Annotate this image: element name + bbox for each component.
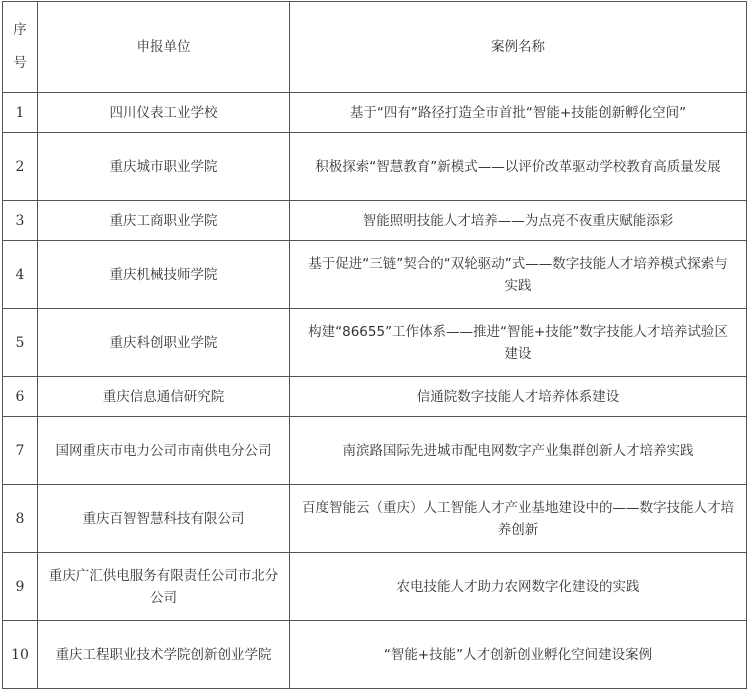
table-row (3, 485, 747, 553)
row-case: “智能+技能”人才创新创业孵化空间建设案例 (290, 621, 747, 689)
row-unit: 重庆机械技师学院 (38, 241, 290, 309)
row-case: 南滨路国际先进城市配电网数字产业集群创新人才培养实践 (290, 417, 747, 485)
row-index: 10 (3, 621, 38, 689)
row-unit: 重庆信息通信研究院 (38, 377, 290, 417)
row-index: 5 (3, 309, 38, 377)
header-index: 序号 (3, 2, 38, 93)
case-table (2, 1, 747, 689)
row-case: 基于促进“三链”契合的“双轮驱动”式——数字技能人才培养模式探索与实践 (290, 241, 747, 309)
table-row (3, 553, 747, 621)
table-row (3, 201, 747, 241)
row-case: 农电技能人才助力农网数字化建设的实践 (290, 553, 747, 621)
table-row (3, 621, 747, 689)
row-index: 7 (3, 417, 38, 485)
row-unit: 重庆广汇供电服务有限责任公司市北分公司 (38, 553, 290, 621)
header-case: 案例名称 (290, 2, 747, 93)
table-row (3, 241, 747, 309)
row-case: 构建“86655”工作体系——推进“智能+技能”数字技能人才培养试验区建设 (290, 309, 747, 377)
table-row (3, 93, 747, 133)
row-unit: 重庆工程职业技术学院创新创业学院 (38, 621, 290, 689)
row-case: 智能照明技能人才培养——为点亮不夜重庆赋能添彩 (290, 201, 747, 241)
row-index: 1 (3, 93, 38, 133)
table-row (3, 133, 747, 201)
row-unit: 重庆工商职业学院 (38, 201, 290, 241)
row-unit: 国网重庆市电力公司市南供电分公司 (38, 417, 290, 485)
table-row (3, 377, 747, 417)
row-index: 3 (3, 201, 38, 241)
table-header-row (3, 2, 747, 93)
row-case: 基于“四有”路径打造全市首批“智能+技能创新孵化空间” (290, 93, 747, 133)
row-index: 9 (3, 553, 38, 621)
row-index: 8 (3, 485, 38, 553)
header-unit: 申报单位 (38, 2, 290, 93)
row-unit: 四川仪表工业学校 (38, 93, 290, 133)
table-row (3, 309, 747, 377)
table-row (3, 417, 747, 485)
row-index: 2 (3, 133, 38, 201)
row-case: 百度智能云（重庆）人工智能人才产业基地建设中的——数字技能人才培养创新 (290, 485, 747, 553)
row-unit: 重庆科创职业学院 (38, 309, 290, 377)
row-case: 信通院数字技能人才培养体系建设 (290, 377, 747, 417)
row-unit: 重庆百智智慧科技有限公司 (38, 485, 290, 553)
row-index: 6 (3, 377, 38, 417)
row-unit: 重庆城市职业学院 (38, 133, 290, 201)
row-case: 积极探索“智慧教育”新模式——以评价改革驱动学校教育高质量发展 (290, 133, 747, 201)
row-index: 4 (3, 241, 38, 309)
